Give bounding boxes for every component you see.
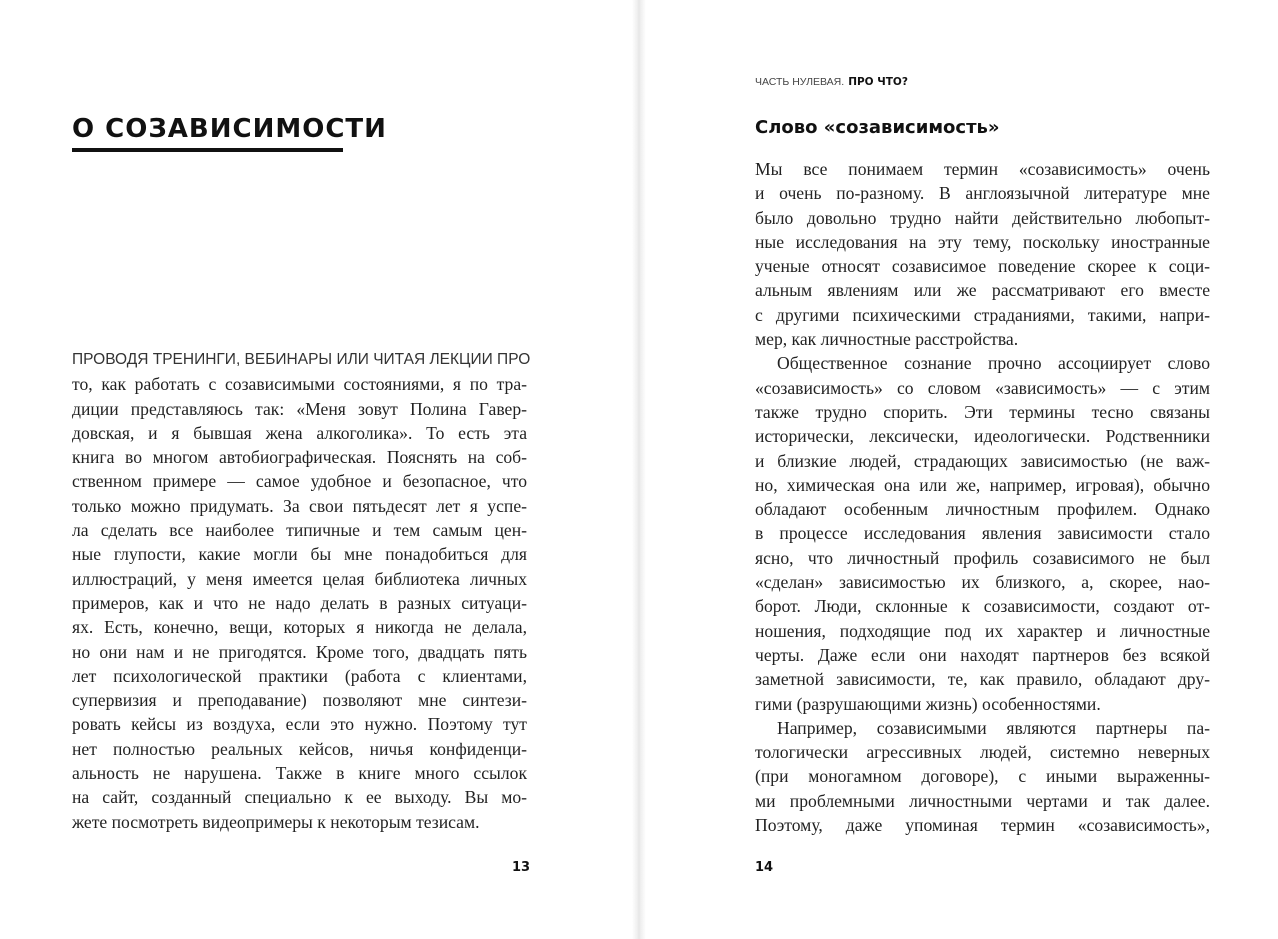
text-line: жете посмотреть видеопримеры к некоторым тезисам. [72, 811, 480, 832]
text-line: Например, созависимыми являются партнеры па- [777, 717, 1210, 738]
text-line: Поэтому, даже упоминая термин «созависимость», [755, 815, 1210, 836]
text-line: гими (разрушающими жизнь) особенностями. [755, 693, 1101, 714]
text-line: Мы все понимаем термин «созависимость» очень [755, 159, 1210, 179]
paragraph [755, 716, 1210, 837]
text-line: черты. Даже если они находят партнеров без всякой [755, 644, 1210, 665]
text-line: книга во многом автобиографическая. Пояснять на соб- [72, 447, 527, 468]
text-line: также трудно спорить. Эти термины тесно связаны [755, 401, 1210, 422]
text-line: заметной зависимости, те, как правило, обладают дру- [755, 669, 1210, 690]
right-page [639, 0, 1278, 939]
text-line: диции представляюсь так: «Меня зовут Полина Гавер- [72, 398, 527, 419]
text-line: ные глупости, какие могли бы мне понадобиться для [72, 544, 527, 565]
text-line: (при моногамном договоре), с иными выраженны- [755, 766, 1210, 787]
text-line: обладают особенным личностным профилем. Однако [755, 499, 1210, 520]
right-body-text [755, 157, 1210, 837]
text-line: Общественное сознание прочно ассоциирует слово [777, 353, 1210, 374]
lead-in-line: ПРОВОДЯ ТРЕНИНГИ, ВЕБИНАРЫ ИЛИ ЧИТАЯ ЛЕКЦИИ ПРО [72, 351, 531, 368]
text-line: ровать кейсы из воздуха, если это нужно. Поэтому тут [72, 714, 527, 735]
running-head-title: ПРО ЧТО? [848, 76, 908, 88]
text-line: в процессе исследования явления зависимости стало [755, 523, 1210, 544]
text-line: было довольно трудно найти действительно любопыт- [755, 207, 1210, 228]
running-head-part: ЧАСТЬ НУЛЕВАЯ. [755, 76, 845, 88]
title-underline [72, 148, 343, 152]
text-line: исторически, лексически, идеологически. Родственники [755, 426, 1210, 447]
text-line: то, как работать с созависимыми состояниями, я по тра- [72, 374, 527, 395]
text-line: «созависимость» со словом «зависимость» — с этим [755, 377, 1210, 398]
text-line: тологически агрессивных людей, системно неверных [755, 742, 1210, 763]
text-line: нет полностью реальных кейсов, ничья конфиденци- [72, 738, 527, 759]
text-line: супервизия и преподавание) позволяют мне синтези- [72, 690, 527, 711]
text-line: и близкие людей, страдающих зависимостью (не важ- [755, 450, 1210, 471]
text-line: ственном примере — самое удобное и безопасное, что [72, 471, 527, 492]
text-line: ясно, что личностный профиль созависимого не был [755, 547, 1210, 568]
text-line: довская, и я бывшая жена алкоголика». То есть эта [72, 422, 527, 443]
text-line: но они нам и не пригодятся. Кроме того, двадцать пять [72, 641, 527, 662]
text-line: ми проблемными личностными чертами и так далее. [755, 790, 1210, 811]
text-line: иллюстраций, у меня имеется целая библиотека личных [72, 568, 527, 589]
paragraph [755, 157, 1210, 351]
text-line: лет психологической практики (работа с клиентами, [72, 665, 527, 686]
text-line: ные исследования на эту тему, поскольку иностранные [755, 231, 1210, 252]
section-title: Слово «созависимость» [755, 117, 1000, 138]
text-line: «сделан» зависимостью их близкого, а, скорее, нао- [755, 572, 1210, 593]
text-line: и очень по-разному. В англоязычной литературе мне [755, 183, 1210, 204]
text-line: ношения, подходящие под их характер и личностные [755, 620, 1210, 641]
text-line: ученые относят созависимое поведение скорее к соци- [755, 256, 1210, 277]
text-line: борот. Люди, склонные к созависимости, создают от- [755, 596, 1210, 617]
text-line: на сайт, созданный специально к ее выходу. Вы мо- [72, 787, 527, 808]
text-line: мер, как личностные расстройства. [755, 329, 1019, 350]
text-line: ях. Есть, конечно, вещи, которых я никогда не делала, [72, 617, 527, 638]
text-line: альным явлениям или же рассматривают его вместе [755, 280, 1210, 301]
text-line: но, химическая она или же, например, игровая), обычно [755, 474, 1210, 495]
paragraph [755, 351, 1210, 715]
page-number: 14 [755, 860, 774, 875]
text-line: альность не нарушена. Также в книге много ссылок [72, 763, 527, 784]
text-line: примеров, как и что не надо делать в разных ситуаци- [72, 592, 527, 613]
text-line: ла сделать все наиболее типичные и тем самым цен- [72, 520, 527, 541]
text-line: только можно придумать. За свои пятьдесят лет я успе- [72, 495, 527, 516]
running-head [755, 76, 908, 88]
chapter-title: О СОЗАВИСИМОСТИ [72, 114, 387, 144]
left-body-text [72, 348, 531, 834]
text-line: с другими психическими страданиями, такими, напри- [755, 304, 1210, 325]
page-number: 13 [512, 860, 531, 875]
